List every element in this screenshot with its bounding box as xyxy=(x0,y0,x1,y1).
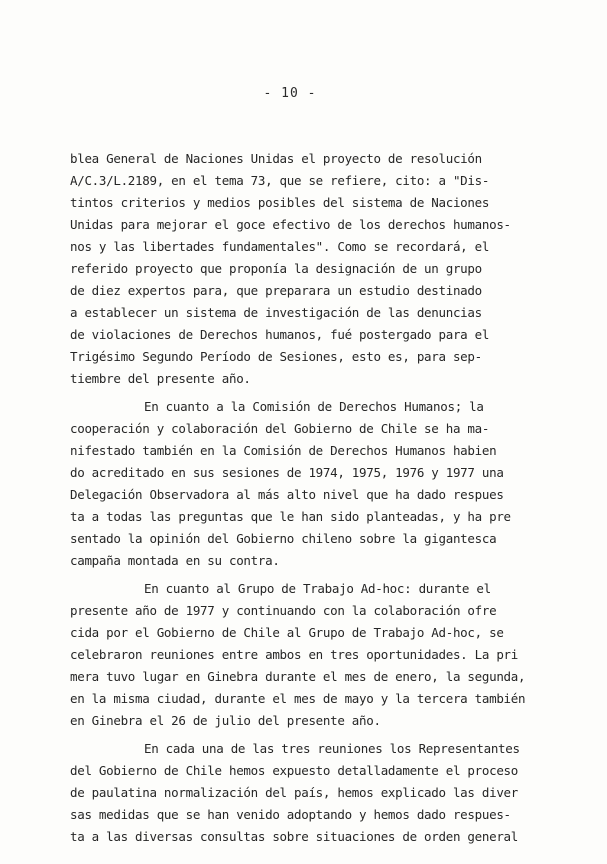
text-line: nos y las libertades fundamentales". Como se recordará, el xyxy=(70,239,490,254)
text-line: do acreditado en sus sesiones de 1974, 1975, 1976 y 1977 una xyxy=(70,465,504,480)
paragraph-4 xyxy=(70,738,540,848)
page-number: - 10 - xyxy=(263,86,317,101)
text-line: presente año de 1977 y continuando con la colaboración ofre xyxy=(70,603,497,618)
text-line: cooperación y colaboración del Gobierno de Chile se ha ma- xyxy=(70,421,490,436)
text-line: nifestado también en la Comisión de Derechos Humanos habien xyxy=(70,443,497,458)
text-line: tiembre del presente año. xyxy=(70,371,251,386)
text-line: a establecer un sistema de investigación de las denuncias xyxy=(70,305,482,320)
text-line: Delegación Observadora al más alto nivel que ha dado respues xyxy=(70,487,504,502)
text-line: campaña montada en su contra. xyxy=(70,553,280,568)
text-line: tintos criterios y medios posibles del sistema de Naciones xyxy=(70,195,490,210)
text-line: de paulatina normalización del país, hemos explicado las diver xyxy=(70,785,518,800)
text-line: Trigésimo Segundo Período de Sesiones, esto es, para sep- xyxy=(70,349,482,364)
text-line: del Gobierno de Chile hemos expuesto detalladamente el proceso xyxy=(70,763,518,778)
text-line: en la misma ciudad, durante el mes de mayo y la tercera también xyxy=(70,691,526,706)
text-line: mera tuvo lugar en Ginebra durante el mes de enero, la segunda, xyxy=(70,669,526,684)
text-line: cida por el Gobierno de Chile al Grupo de Trabajo Ad-hoc, se xyxy=(70,625,504,640)
text-line: sentado la opinión del Gobierno chileno sobre la gigantesca xyxy=(70,531,497,546)
text-line: En cuanto a la Comisión de Derechos Humanos; la xyxy=(144,399,484,414)
body-text xyxy=(70,148,540,848)
text-line: celebraron reuniones entre ambos en tres oportunidades. La pri xyxy=(70,647,518,662)
paragraph-2 xyxy=(70,396,540,572)
text-line: de violaciones de Derechos humanos, fué postergado para el xyxy=(70,327,490,342)
text-line: ta a las diversas consultas sobre situaciones de orden general xyxy=(70,829,518,844)
text-line: ta a todas las preguntas que le han sido planteadas, y ha pre xyxy=(70,509,511,524)
paragraph-3 xyxy=(70,578,540,732)
text-line: En cada una de las tres reuniones los Representantes xyxy=(144,741,520,756)
text-line: Unidas para mejorar el goce efectivo de los derechos humanos- xyxy=(70,217,511,232)
text-line: sas medidas que se han venido adoptando y hemos dado respues- xyxy=(70,807,511,822)
text-line: en Ginebra el 26 de julio del presente año. xyxy=(70,713,381,728)
paragraph-1 xyxy=(70,148,540,390)
text-line: blea General de Naciones Unidas el proyecto de resolución xyxy=(70,151,482,166)
text-line: En cuanto al Grupo de Trabajo Ad-hoc: durante el xyxy=(144,581,491,596)
text-line: de diez expertos para, que preparara un estudio destinado xyxy=(70,283,482,298)
text-line: referido proyecto que proponía la designación de un grupo xyxy=(70,261,482,276)
text-line: A/C.3/L.2189, en el tema 73, que se refiere, cito: a "Dis- xyxy=(70,173,490,188)
